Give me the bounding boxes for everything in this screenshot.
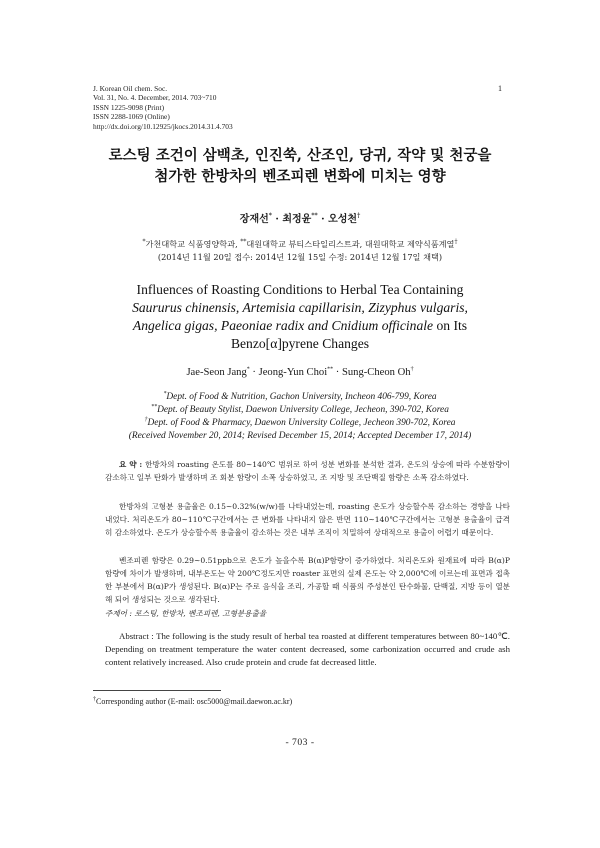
en-author-separator: · (333, 367, 342, 378)
en-affiliation-text: Dept. of Food & Pharmacy, Daewon University College, Jecheon 390-702, Korea (147, 418, 456, 428)
korean-dates: (2014년 11월 20일 접수: 2014년 12월 15일 수정: 2014년 12월 17일 채택) (157, 252, 443, 262)
issn-print: ISSN 1225-9098 (Print) (93, 102, 165, 112)
author-2: 최정윤 (282, 214, 312, 225)
english-affiliation-1 (60, 391, 540, 404)
issn-online: ISSN 2288-1069 (Online) (93, 112, 170, 122)
page-folio: - 703 - (285, 737, 315, 748)
english-title-tail: on Its (433, 318, 468, 333)
korean-authors (60, 210, 540, 225)
english-abstract-text: The following is the study result of herbal tea roasted at different temperatures between 80~140℃. Depending on treatment temperature the water content decreased, some carbonization occurred and crude ash content relatively increased. Also crude protein and crude fat decreased little. (105, 631, 510, 668)
footnote-divider (93, 690, 221, 691)
english-abstract (105, 630, 510, 670)
english-received-dates: (Received November 20, 2014; Revised December 15, 2014; Accepted December 17, 2014) (128, 431, 472, 441)
korean-abstract-label: 요 약 : (119, 460, 146, 469)
english-title-line-2: Saururus chinensis, Artemisia capillarisin, Zizyphus vulgaris, (132, 300, 468, 315)
affiliation-mark-2: ** (240, 238, 247, 246)
english-affiliation-2 (60, 404, 540, 417)
author-3: 오성천 (328, 214, 358, 225)
page-number: 1 (498, 84, 502, 93)
affiliation-text-1: 가천대학교 식품영양학과, (145, 239, 241, 249)
journal-name: J. Korean Oil chem. Soc. (93, 84, 168, 93)
author-separator: · (317, 214, 329, 225)
en-author-1-mark: * (246, 366, 250, 373)
author-1: 장재선 (239, 214, 269, 225)
en-author-3-mark: † (410, 366, 414, 373)
author-1-mark: * (268, 212, 272, 220)
english-title-species: Angelica gigas, Paeoniae radix and Cnidium officinale (132, 318, 434, 333)
author-2-mark: ** (311, 212, 318, 220)
korean-title-line-2: 첨가한 한방차의 벤조피렌 변화에 미치는 영향 (154, 168, 446, 185)
english-abstract-label: Abstract : (119, 631, 157, 641)
korean-abstract-paragraph-3: 벤조피렌 함량은 0.29~0.51ppb으로 온도가 높을수록 B(α)P함량이 증가하였다. 처리온도와 원재료에 따라 B(α)P 함량에 차이가 발생하며, 내부온도는 약 200℃정도지만 roaster 표면의 실제 온도는 약 2,000℃에 이르는데 표면과 접촉한 부분에서 B(α)P가 생성된다. B(α)P는 주로 음식을 조리, 가공할 때 식품의 주성분인 탄수화물, 단백질, 지방 등이 열분해 되어 생성되는 것으로 생각된다. (105, 556, 510, 605)
korean-abstract-paragraph-1 (105, 458, 510, 484)
english-authors (60, 367, 540, 378)
author-3-mark: † (357, 212, 361, 220)
journal-volume: Vol. 31, No. 4. December, 2014. 703~710 (93, 93, 217, 103)
korean-title-line-1: 로스팅 조건이 삼백초, 인진쑥, 산조인, 당귀, 작약 및 천궁을 (108, 147, 492, 164)
en-author-3: Sung-Cheon Oh (341, 367, 411, 378)
english-affiliation-3 (60, 417, 540, 430)
en-affiliation-mark: † (144, 416, 148, 423)
en-affiliation-mark: ** (151, 403, 158, 410)
korean-affiliation (60, 238, 540, 250)
en-affiliation-mark: * (163, 390, 167, 397)
footnote-text[interactable]: Corresponding author (E-mail: osc5000@mail.daewon.ac.kr) (96, 697, 293, 706)
korean-abstract-paragraph-2: 한방차의 고형분 용출율은 0.15~0.32%(w/w)를 나타내었는데, roasting 온도가 상승할수록 감소하는 경향을 나타내었다. 처리온도가 80~110℃구간에서는 큰 변화를 나타내지 않은 반면 110~140℃구간에서는 고형분 용출율이 급격히 감소하였다. 온도가 상승할수록 용출율이 감소하는 것은 내부 조직이 치밀하여 상대적으로 용출이 어렵기 때문이다. (105, 502, 510, 538)
affiliation-text-2: 대원대학교 뷰티스타일리스트과, 대원대학교 제약식품계열 (246, 239, 455, 249)
affiliation-mark-1: * (142, 238, 146, 246)
korean-keywords: 주제어 : 로스팅, 한방차, 벤조피렌, 고형분용출율 (105, 609, 267, 618)
en-author-1: Jae-Seon Jang (186, 367, 247, 378)
footnote-mark: † (93, 696, 96, 703)
english-title-line-1: Influences of Roasting Conditions to Herbal Tea Containing (136, 282, 464, 297)
en-author-2: Jeong-Yun Choi (258, 367, 328, 378)
journal-header (93, 84, 423, 131)
korean-abstract-text-1: 한방차의 roasting 온도를 80~140℃ 범위로 하여 성분 변화를 분석한 결과, 온도의 상승에 따라 수분함량이 감소하고 일부 탄화가 발생하며 조 회분 함량이 소폭 상승하였고, 조 지방 및 조단백질 함량은 소폭 감소하였다. (105, 460, 510, 483)
en-author-2-mark: ** (327, 366, 334, 373)
affiliation-mark-3: † (454, 238, 458, 246)
en-affiliation-text: Dept. of Food & Nutrition, Gachon University, Incheon 406-799, Korea (166, 392, 437, 402)
english-title-line-3 (60, 317, 540, 334)
corresponding-author-footnote (93, 697, 493, 706)
doi-link[interactable]: http://dx.doi.org/10.12925/jkocs.2014.31.4.703 (93, 121, 233, 131)
en-affiliation-text: Dept. of Beauty Stylist, Daewon University College, Jecheon, 390-702, Korea (157, 405, 449, 415)
english-title-line-4: Benzo[α]pyrene Changes (230, 336, 370, 351)
author-separator: · (271, 214, 283, 225)
en-author-separator: · (249, 367, 259, 378)
